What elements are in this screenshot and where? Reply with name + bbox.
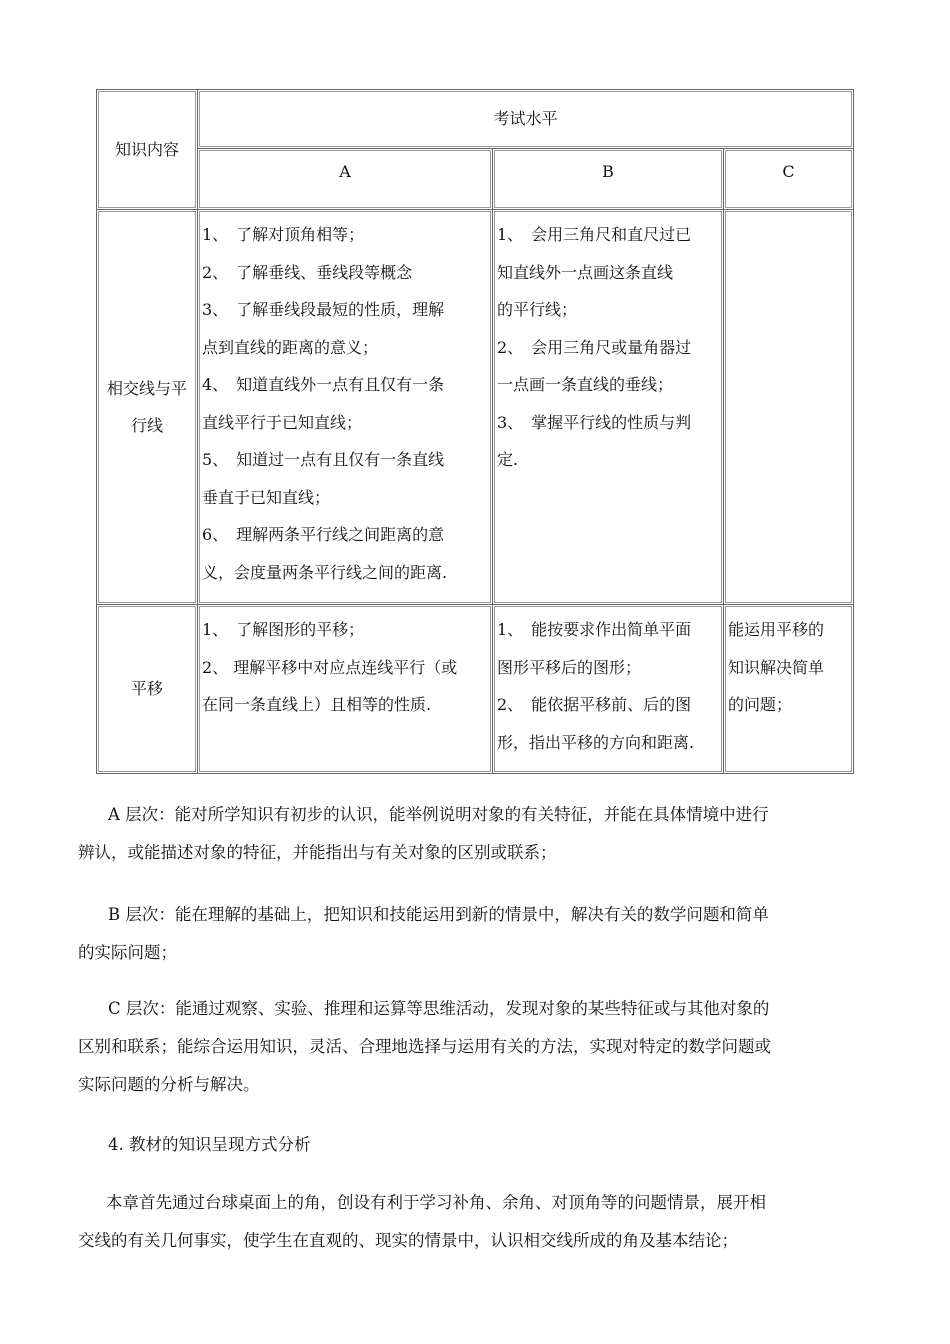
list-item: 2、 理解平移中对应点连线平行（或 [202,657,458,677]
list-item: 6、 理解两条平行线之间距离的意 [202,525,445,544]
level-b-description [78,896,878,972]
level-a-cell-intersecting-lines [197,209,493,605]
topic-cell-translation [96,604,198,774]
list-item: 能运用平移的 [728,620,825,639]
level-c-cell-translation [723,604,854,774]
level-c-header-cell [723,148,854,210]
level-a-cell-translation [197,604,493,774]
list-item: 点到直线的距离的意义； [202,337,379,357]
section-heading-text: 4. 教材的知识呈现方式分析 [108,1135,311,1154]
list-item: 垂直于已知直线； [202,487,331,507]
level-b-cell-intersecting-lines [492,209,724,605]
body-paragraph [78,1184,878,1260]
exam-level-table [96,89,854,774]
list-item: 2、 能依据平移前、后的图 [497,695,692,714]
level-b-cell-translation [492,604,724,774]
list-item: 定. [497,450,519,469]
level-a-label: A [339,162,351,181]
list-item: 1、 了解图形的平移； [202,620,365,639]
paragraph-line: 交线的有关几何事实，使学生在直观的、现实的情景中，认识相交线所成的角及基本结论； [78,1231,738,1250]
list-item: 1、 会用三角尺和直尺过已 [497,225,692,244]
paragraph-line: 辨认，或能描述对象的特征，并能指出与有关对象的区别或联系； [78,843,557,862]
list-item: 3、 了解垂线段最短的性质，理解 [202,300,445,319]
paragraph-line: 实际问题的分析与解决。 [78,1075,260,1094]
list-item: 5、 知道过一点有且仅有一条直线 [202,450,445,469]
exam-level-header-cell [197,89,854,149]
list-item: 直线平行于已知直线； [202,412,363,432]
list-item: 在同一条直线上）且相等的性质. [202,695,432,714]
list-item: 知识解决简单 [728,657,825,677]
list-item: 1、 能按要求作出简单平面 [497,620,692,639]
exam-level-header-label: 考试水平 [493,109,558,129]
row-header-label: 知识内容 [114,139,179,159]
list-item: 4、 知道直线外一点有且仅有一条 [202,375,445,394]
level-a-header-cell [197,148,493,210]
level-b-label: B [602,162,614,181]
paragraph-line: B 层次：能在理解的基础上，把知识和技能运用到新的情景中，解决有关的数学问题和简单 [108,905,769,924]
level-b-header-cell [492,148,724,210]
level-c-cell-intersecting-lines [723,209,854,605]
list-item: 1、 了解对顶角相等； [202,225,365,244]
list-item: 知直线外一点画这条直线 [497,262,674,282]
paragraph-line: 本章首先通过台球桌面上的角，创设有利于学习补角、余角、对顶角等的问题情景，展开相 [106,1193,766,1212]
list-item: 一点画一条直线的垂线； [497,375,674,394]
list-item: 义，会度量两条平行线之间的距离. [202,562,448,582]
level-c-description [78,990,878,1104]
level-c-label: C [782,162,795,181]
paragraph-line: C 层次：能通过观察、实验、推理和运算等思维活动，发现对象的某些特征或与其他对象的 [108,999,770,1018]
list-item: 的平行线； [497,300,578,319]
list-item: 2、 会用三角尺或量角器过 [497,337,692,357]
level-a-description [78,796,878,872]
list-item: 的问题； [728,695,793,714]
topic-line: 行线 [130,416,163,435]
list-item: 形，指出平移的方向和距离. [497,732,695,752]
topic-line: 平移 [130,679,163,699]
paragraph-line: A 层次：能对所学知识有初步的认识，能举例说明对象的有关特征，并能在具体情境中进行 [108,805,769,824]
row-header-cell [96,89,198,210]
section-heading [78,1126,878,1164]
topic-line: 相交线与平 [106,378,187,398]
paragraph-line: 的实际问题； [78,943,177,962]
list-item: 2、 了解垂线、垂线段等概念 [202,262,413,282]
paragraph-line: 区别和联系；能综合运用知识，灵活、合理地选择与运用有关的方法，实现对特定的数学问题或 [78,1037,771,1056]
list-item: 图形平移后的图形； [497,657,642,677]
list-item: 3、 掌握平行线的性质与判 [497,412,692,432]
topic-cell-intersecting-lines [96,209,198,605]
